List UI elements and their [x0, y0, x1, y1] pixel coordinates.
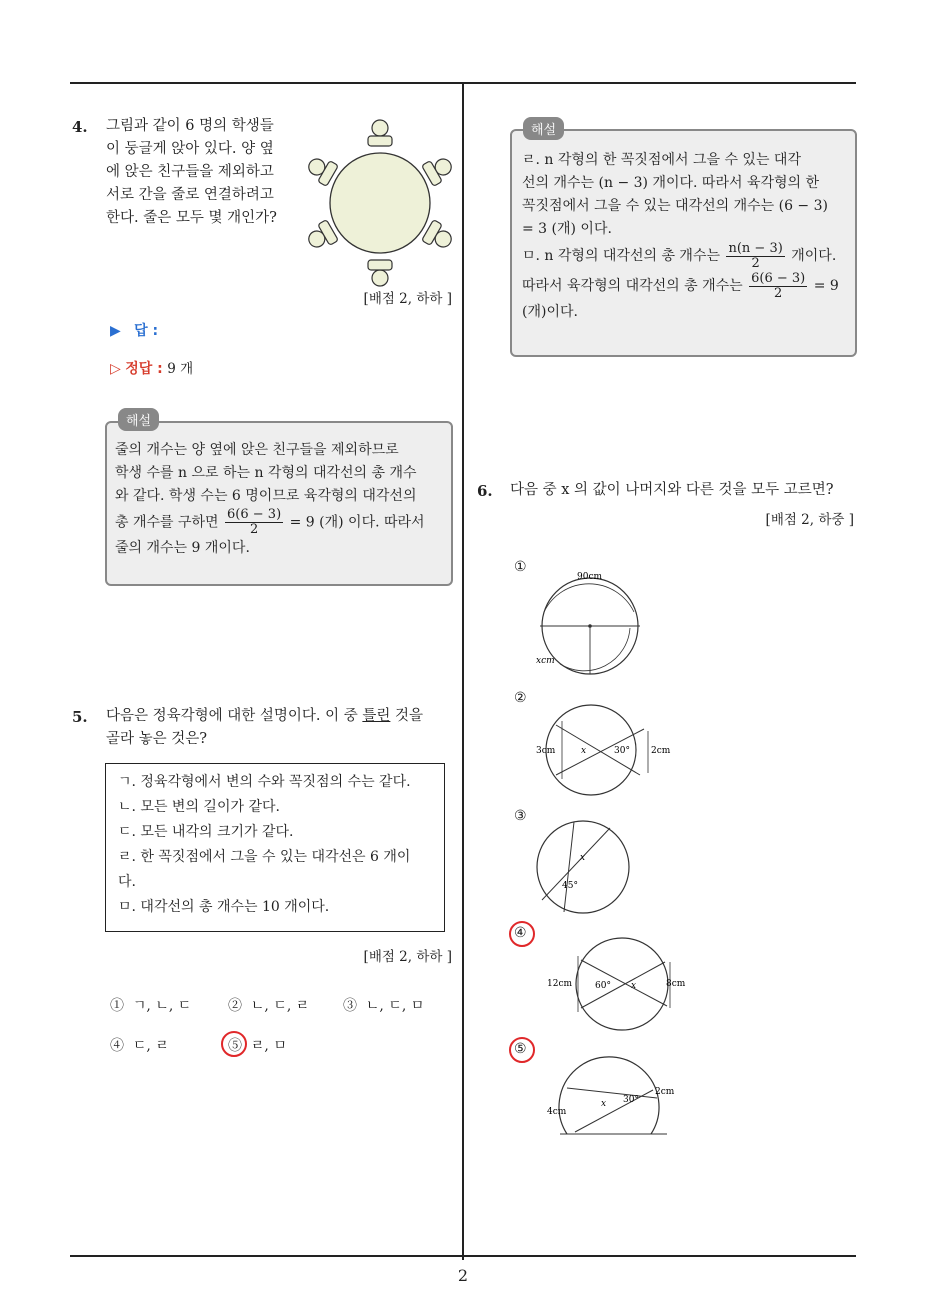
explain-line-frac	[522, 271, 852, 301]
q5-option-2[interactable]	[228, 995, 309, 1015]
choice-label: 8cm	[666, 979, 686, 989]
q4-correct-row	[110, 357, 193, 378]
explain-line: 학생 수를 n 으로 하는 n 각형의 대각선의 총 개수	[115, 465, 417, 481]
option-text: ㄱ, ㄴ, ㄷ	[132, 998, 192, 1014]
option-num: ⑤	[228, 1038, 242, 1054]
condition-item: ㄹ. 한 꼭짓점에서 그을 수 있는 대각선은 6 개이	[118, 849, 411, 865]
q5-explanation-text	[522, 149, 852, 324]
option-num: ②	[228, 998, 242, 1014]
fraction-den: 2	[774, 285, 783, 301]
q6-choice-2-figure	[534, 703, 679, 798]
q6-choice-1-figure	[530, 568, 645, 678]
page-number: 2	[457, 1266, 469, 1285]
condition-item: ㄷ. 모든 내각의 크기가 같다.	[118, 824, 294, 840]
q5-option-1[interactable]	[110, 995, 191, 1015]
explain-text: = 9	[813, 278, 839, 294]
choice-label: 30°	[623, 1095, 639, 1105]
explain-line: (개)이다.	[522, 304, 578, 320]
explain-line: = 3 (개) 이다.	[522, 221, 612, 237]
explain-line: 줄의 개수는 9 개이다.	[115, 540, 250, 556]
explain-line: 줄의 개수는 양 옆에 앉은 친구들을 제외하므로	[115, 442, 399, 458]
option-num: ③	[343, 998, 357, 1014]
choice-label: 30°	[614, 746, 630, 756]
option-text: ㄹ, ㅁ	[250, 1038, 287, 1054]
correct-value: 9 개	[167, 361, 194, 377]
q4-number: 4.	[72, 118, 88, 136]
choice-label: 4cm	[547, 1107, 567, 1117]
answer-label: 답 :	[134, 323, 159, 339]
condition-item: 다.	[118, 874, 136, 890]
q6-choice-1-num[interactable]: ①	[514, 559, 527, 575]
choice-label: xcm	[536, 656, 555, 666]
q4-line: 그림과 같이 6 명의 학생들	[106, 118, 274, 134]
q6-number: 6.	[477, 482, 493, 500]
outline-arrow-icon: ▷	[110, 361, 121, 377]
q5-line: 골라 놓은 것은?	[106, 731, 208, 747]
explain-text: = 9 (개) 이다. 따라서	[289, 514, 425, 531]
condition-item: ㅁ. 대각선의 총 개수는 10 개이다.	[118, 899, 330, 915]
q5-score: [배점 2, 하하 ]	[363, 949, 452, 965]
q5-text-part: 것을	[390, 708, 424, 724]
choice-label: x	[581, 746, 587, 756]
condition-item: ㄴ. 모든 변의 길이가 같다.	[118, 799, 280, 815]
explain-line-frac	[115, 508, 450, 537]
fraction-den: 2	[751, 255, 760, 271]
explain-line: ㄹ. n 각형의 한 꼭짓점에서 그을 수 있는 대각	[522, 152, 801, 168]
explain-text: 따라서 육각형의 대각선의 총 개수는	[522, 278, 743, 294]
q6-choice-2-num[interactable]: ②	[514, 690, 527, 706]
explain-text: 총 개수를 구하면	[115, 514, 219, 531]
explain-text: ㅁ. n 각형의 대각선의 총 개수는	[522, 248, 721, 264]
fraction-num: 6(6 − 3)	[751, 270, 806, 286]
explain-line: 꼭짓점에서 그을 수 있는 대각선의 개수는 (6 − 3)	[522, 198, 828, 214]
choice-label: x	[601, 1099, 607, 1109]
fraction-den: 2	[249, 522, 259, 537]
choice-label: x	[631, 981, 637, 991]
q4-line: 에 앉은 친구들을 제외하고	[106, 164, 274, 180]
q6-choice-5-figure	[545, 1050, 675, 1140]
q5-text-part: 다음은 정육각형에 대한 설명이다. 이 중	[106, 708, 363, 724]
q4-line: 이 둥글게 앉아 있다. 양 옆	[106, 141, 274, 157]
q5-conditions-text	[118, 770, 438, 920]
fraction	[225, 508, 283, 537]
option-num: ④	[110, 1038, 124, 1054]
q5-option-4[interactable]	[110, 1035, 169, 1055]
bottom-rule	[70, 1255, 856, 1257]
explain-line: 와 같다. 학생 수는 6 명이므로 육각형의 대각선의	[115, 488, 417, 504]
q4-explanation-tag: 해설	[118, 408, 159, 431]
q5-underlined: 틀린	[362, 708, 391, 724]
correct-label: 정답 :	[125, 361, 163, 377]
q4-line: 서로 간을 줄로 연결하려고	[106, 187, 274, 203]
q4-score: [배점 2, 하하 ]	[363, 291, 452, 307]
q4-answer-row	[110, 320, 158, 340]
selected-mark-icon	[509, 921, 535, 947]
choice-label: 3cm	[536, 746, 556, 756]
q5-option-3[interactable]	[343, 995, 424, 1015]
option-text: ㄷ, ㄹ	[132, 1038, 169, 1054]
choice-label: 90cm	[577, 572, 603, 582]
q5-line	[106, 705, 451, 728]
q6-choice-3-figure	[534, 818, 634, 918]
choice-label: 60°	[595, 981, 611, 991]
option-text: ㄴ, ㄷ, ㄹ	[250, 998, 310, 1014]
explain-line: 선의 개수는 (n − 3) 개이다. 따라서 육각형의 한	[522, 175, 820, 191]
choice-label: x	[580, 853, 586, 863]
q6-choice-4-figure	[545, 936, 690, 1036]
q4-text	[106, 115, 296, 230]
option-text: ㄴ, ㄷ, ㅁ	[365, 998, 425, 1014]
q6-score: [배점 2, 하중 ]	[765, 512, 854, 528]
fraction	[726, 242, 784, 271]
explain-line-frac	[522, 241, 852, 271]
choice-label: 2cm	[651, 746, 671, 756]
choice-label: 45°	[562, 881, 578, 891]
selected-mark-icon	[221, 1031, 247, 1057]
fraction	[749, 272, 807, 301]
choice-label: 12cm	[547, 979, 573, 989]
q6-choice-4-num[interactable]: ④	[514, 925, 527, 941]
q6-choice-5-num[interactable]: ⑤	[514, 1041, 527, 1057]
q6-text: 다음 중 x 의 값이 나머지와 다른 것을 모두 고르면?	[510, 482, 834, 498]
q6-choice-3-num[interactable]: ③	[514, 808, 527, 824]
explain-text: 개이다.	[791, 248, 837, 264]
choice-label: 2cm	[655, 1087, 675, 1097]
selected-mark-icon	[509, 1037, 535, 1063]
q5-text	[106, 705, 451, 751]
q5-number: 5.	[72, 708, 88, 726]
q4-line: 한다. 줄은 모두 몇 개인가?	[106, 210, 277, 226]
option-num: ①	[110, 998, 124, 1014]
fraction-num: 6(6 − 3)	[227, 507, 282, 522]
q5-explanation-tag: 해설	[523, 117, 564, 140]
q4-explanation-text	[115, 439, 450, 560]
fraction-num: n(n − 3)	[728, 240, 783, 256]
play-arrow-icon: ▶	[110, 323, 121, 339]
round-table-figure	[300, 118, 465, 288]
condition-item: ㄱ. 정육각형에서 변의 수와 꼭짓점의 수는 같다.	[118, 774, 411, 790]
